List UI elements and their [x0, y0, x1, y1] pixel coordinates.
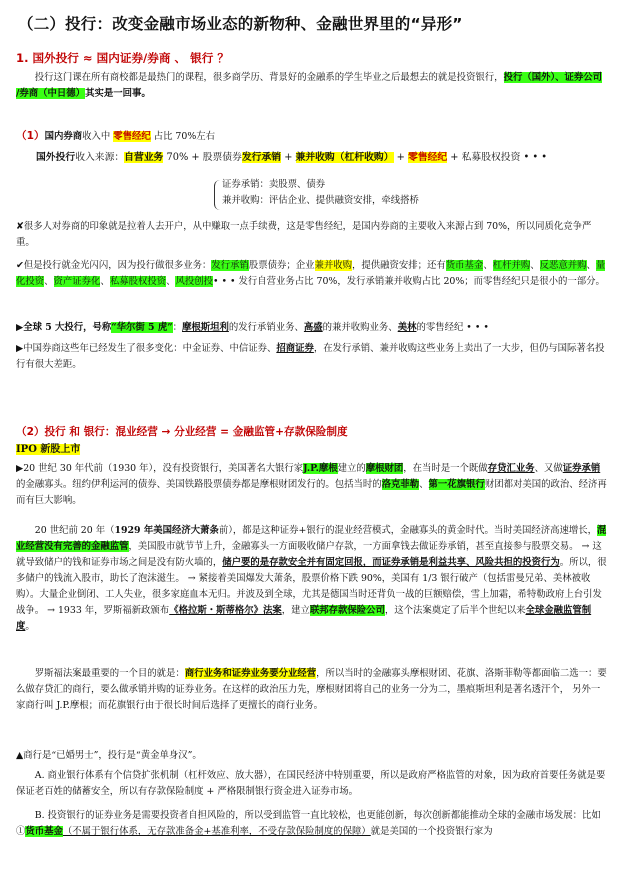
highlight-proprietary: 自营业务: [124, 152, 164, 163]
text-span: 就是美国的一个投资银行家为: [370, 826, 493, 837]
subsection-1-heading: [16, 128, 608, 145]
text-span: 、: [530, 260, 540, 271]
text-span: 的发行承销业务、: [228, 322, 304, 333]
highlight: 货币基金: [445, 260, 484, 271]
text-span: 收入来源：: [75, 152, 125, 163]
text-span: 。所以，很多储户的钱流入股市，助长了泡沫滋生。: [16, 557, 607, 584]
paragraph-b: [16, 808, 608, 840]
paragraph-pre1930: [16, 461, 608, 509]
text-span: 建立的: [337, 463, 366, 474]
highlight: 兼并收购: [314, 260, 353, 271]
text-span: 、又做: [534, 463, 563, 474]
text-span: ：: [172, 322, 182, 333]
text-span: → 1933 年，罗斯福新政颁布: [47, 605, 170, 616]
text-span: → 这就导致储户的钱和证券市场之间是没有防火墙的，: [16, 541, 602, 568]
text-span: B. 投资银行的证券业务是需要投资者自担风险的，所以受到监管一直比较松，也更能创新，每次创新都能推动全球的金融市场发展：比如①: [16, 810, 601, 837]
text-span: 存贷汇业务: [487, 463, 535, 474]
subitem-mna: 兼并收购：评估企业、提供融资安排，牵线搭桥: [222, 195, 419, 206]
text-span: 国外投行: [36, 152, 76, 163]
paragraph-analogy: [16, 748, 608, 764]
text-span: ，提供融资安排；还有: [352, 260, 446, 271]
text-span: ，这个法案奠定了后半个世纪以来: [384, 605, 526, 616]
highlight: 私募股权投资: [109, 276, 167, 287]
highlight: 风投创投: [175, 276, 213, 287]
text-span: 《格拉斯・斯蒂格尔》法案: [169, 605, 282, 616]
paragraph-china: [16, 341, 608, 373]
paragraph-check: [16, 258, 608, 290]
highlight: 混业经营没有完善的金融监管: [16, 525, 607, 552]
text-span: 、: [419, 479, 429, 490]
highlight-retail: 零售经纪: [407, 152, 448, 163]
text-span: ▶全球 5 大投行，号称: [16, 322, 112, 333]
text-span: （1）: [16, 130, 45, 142]
highlight: 摩根财团: [365, 463, 404, 474]
text-span: 国内券商: [44, 131, 83, 142]
text-span: 的兼并收购业务、: [322, 322, 398, 333]
subitem-underwriting: 证券承销：卖股票、债券: [222, 179, 326, 190]
text-span: 、: [44, 276, 54, 287]
subsection-2-heading: [16, 424, 608, 440]
text-span: 前），都是这种证券+银行的混业经营模式，金融寡头的黄金时代。当时美国经济高速增长，: [218, 525, 598, 536]
highlight: 资产证券化: [53, 276, 101, 287]
text-span: 全球金融监管制度: [16, 605, 592, 632]
highlight: 货币基金: [25, 826, 63, 837]
text-span: 美林: [397, 322, 417, 333]
section-heading: （2）投行 和 银行：混业经营 → 分业经营 = 金融监管+存款保险制度: [16, 426, 348, 438]
section-1-heading: 1. 国外投行 ≈ 国内证券/券商 、 银行 ？: [16, 51, 229, 65]
text-span: 1929 年美国经济大萧条: [114, 525, 219, 536]
highlight: 第一花旗银行: [428, 479, 485, 490]
highlight-underwriting: 发行承销: [241, 152, 282, 163]
highlight: J.P.摩根: [303, 463, 338, 474]
text-span: 、: [586, 260, 596, 271]
text-span: ，美国股市就节节上升，金融寡头一方面吸收储户存款，一方面拿钱去做证券承销，甚至直接参与股票交易。: [128, 541, 579, 552]
paragraph-top5: [16, 320, 608, 336]
text-span: 高盛: [303, 322, 323, 333]
text-span: （不属于银行体系，无存款准备金+基准利率，不受存款保险制度的保障）: [62, 826, 371, 837]
text-span: 70% + 股票债券: [166, 152, 242, 163]
text-span: 的金融寡头。纽约伊利运河的债券、美国铁路股票债券都是摩根财团发行的。包括当时的: [16, 479, 382, 490]
section-1-paragraph: [16, 70, 608, 102]
section-1: [16, 50, 608, 66]
text-paragraph: A. 商业银行体系有个信贷扩张机制（杠杆效应、放大器），在国民经济中特别重要，所以是政府严格监管的对象，因为政府首要任务就是要保证老百姓的储蓄安全，所以有存款保险制度 + 严格限制银行资金进入证券市场。: [16, 770, 606, 797]
text-span: +: [284, 152, 293, 163]
text-span: ，在发行承销、兼并收购这些业务上卖出了一大步，但仍与国际著名投行有很大差距。: [16, 343, 605, 370]
ipo-label: [16, 442, 608, 458]
text-span: 占比 70%左右: [153, 131, 216, 142]
highlight: 洛克菲勒: [381, 479, 420, 490]
highlight-ipo: IPO 新股上市: [16, 444, 81, 455]
text-span: 。: [25, 621, 35, 632]
highlight: 反恶意并购: [539, 260, 587, 271]
text-span: 财团都对美国的政治、经济再而有巨大影响。: [16, 479, 607, 506]
paragraph-roosevelt: [16, 666, 608, 714]
text-span: 其实是一回事。: [85, 88, 151, 99]
text-span: ，建立: [281, 605, 310, 616]
highlight: 联邦存款保险公司: [309, 605, 385, 616]
text-span: + 私募股权投资 • • •: [450, 152, 548, 163]
text-span: ，所以当时的金融寡头摩根财团、花旗、洛斯菲勒等都面临二选一：要么做存贷汇的商行，要么做承销并购的证券业务。在这样的政治压力先，摩根财团将自己的业务一分为二，墨痕斯坦利是著名透汗个， 另外一家商行叫 J.P.摩根；而花旗银行由于很长时间后选择了更擅长的商行业务。: [16, 668, 607, 711]
text-span: • • • 发行自营业务占比 70%，发行承销兼并收购占比 20%；而零售经纪只是很小的一部分。: [212, 276, 605, 287]
highlight-wallstreet-5: “华尔街 5 虎”: [111, 322, 173, 333]
highlight: 量化投资: [16, 260, 606, 287]
text-span: 、: [483, 260, 493, 271]
highlight-retail-brokerage: 零售经纪: [113, 131, 151, 142]
paragraph-1920s: [16, 523, 608, 635]
text-span: +: [396, 152, 405, 163]
income-sources: [36, 150, 608, 166]
text-span: 、: [166, 276, 176, 287]
text-paragraph: ▲商行是“已婚男士”，投行是“黄金单身汉”。: [16, 750, 202, 761]
highlight: 发行承销: [211, 260, 249, 271]
text-span: 投行这门课在所有商校都是最热门的课程，很多商学历、背景好的金融系的学生毕业之后最想去的就是投资银行，: [34, 72, 504, 83]
text-span: 摩根斯坦利: [182, 322, 229, 333]
text-span: ，在当时是一个既做: [403, 463, 488, 474]
text-span: 的零售经纪 • • •: [416, 322, 489, 333]
highlight: 杠杆并购: [492, 260, 531, 271]
text-span: ▶20 世纪 30 年代前（1930 年），没有投资银行，美国著名大银行家: [16, 463, 304, 474]
text-span: 储户要的是存款安全并有固定回报，而证券承销是利益共享、风险共担的投资行为: [222, 557, 560, 568]
paragraph-cross: [16, 219, 608, 251]
text-span: 证券承销: [562, 463, 601, 474]
text-span: 股票债券；企业: [248, 260, 315, 271]
text-span: 20 世纪前 20 年（: [34, 525, 115, 536]
text-span: 招商证券: [276, 343, 314, 354]
text-span: 收入中: [82, 131, 111, 142]
text-span: → 紧接着美国爆发大萧条，股票价格下跌 90%，美国有 1/3 银行破产（包括雷曼兄弟、美林被收购）。大量企业倒闭、工人失业，很多家庭血本无归。并波及到全球，尤其是德国当时还背负一战的巨额赔偿，雪上加霜，希特勒政府上台引发战争。: [16, 573, 602, 616]
highlight-investment-bank: 投行（国外）、证券公司 /券商（中日德）: [16, 72, 602, 99]
text-span: 罗斯福法案最重要的一个目的就是：: [34, 668, 185, 679]
text-span: 、: [100, 276, 110, 287]
text-span: ▶中国券商这些年已经发生了很多变化：中金证券、中信证券、: [16, 343, 277, 354]
text-paragraph: ✘很多人对券商的印象就是拉着人去开户，从中赚取一点手续费，这是零售经纪，是国内券商的主要收入来源占到 70%，所以同质化竞争严重。: [16, 221, 592, 248]
text-span: ✔但是投行就金光闪闪，因为投行做很多业务：: [16, 260, 212, 271]
page-title: （二）投行：改变金融市场业态的新物种、金融世界里的“异形”: [18, 15, 463, 33]
highlight: 商行业务和证券业务要分业经营: [184, 668, 317, 679]
highlight-mna: 兼并收购（杠杆收购）: [295, 152, 394, 163]
paragraph-a: [16, 768, 608, 800]
subitems: [222, 177, 602, 209]
